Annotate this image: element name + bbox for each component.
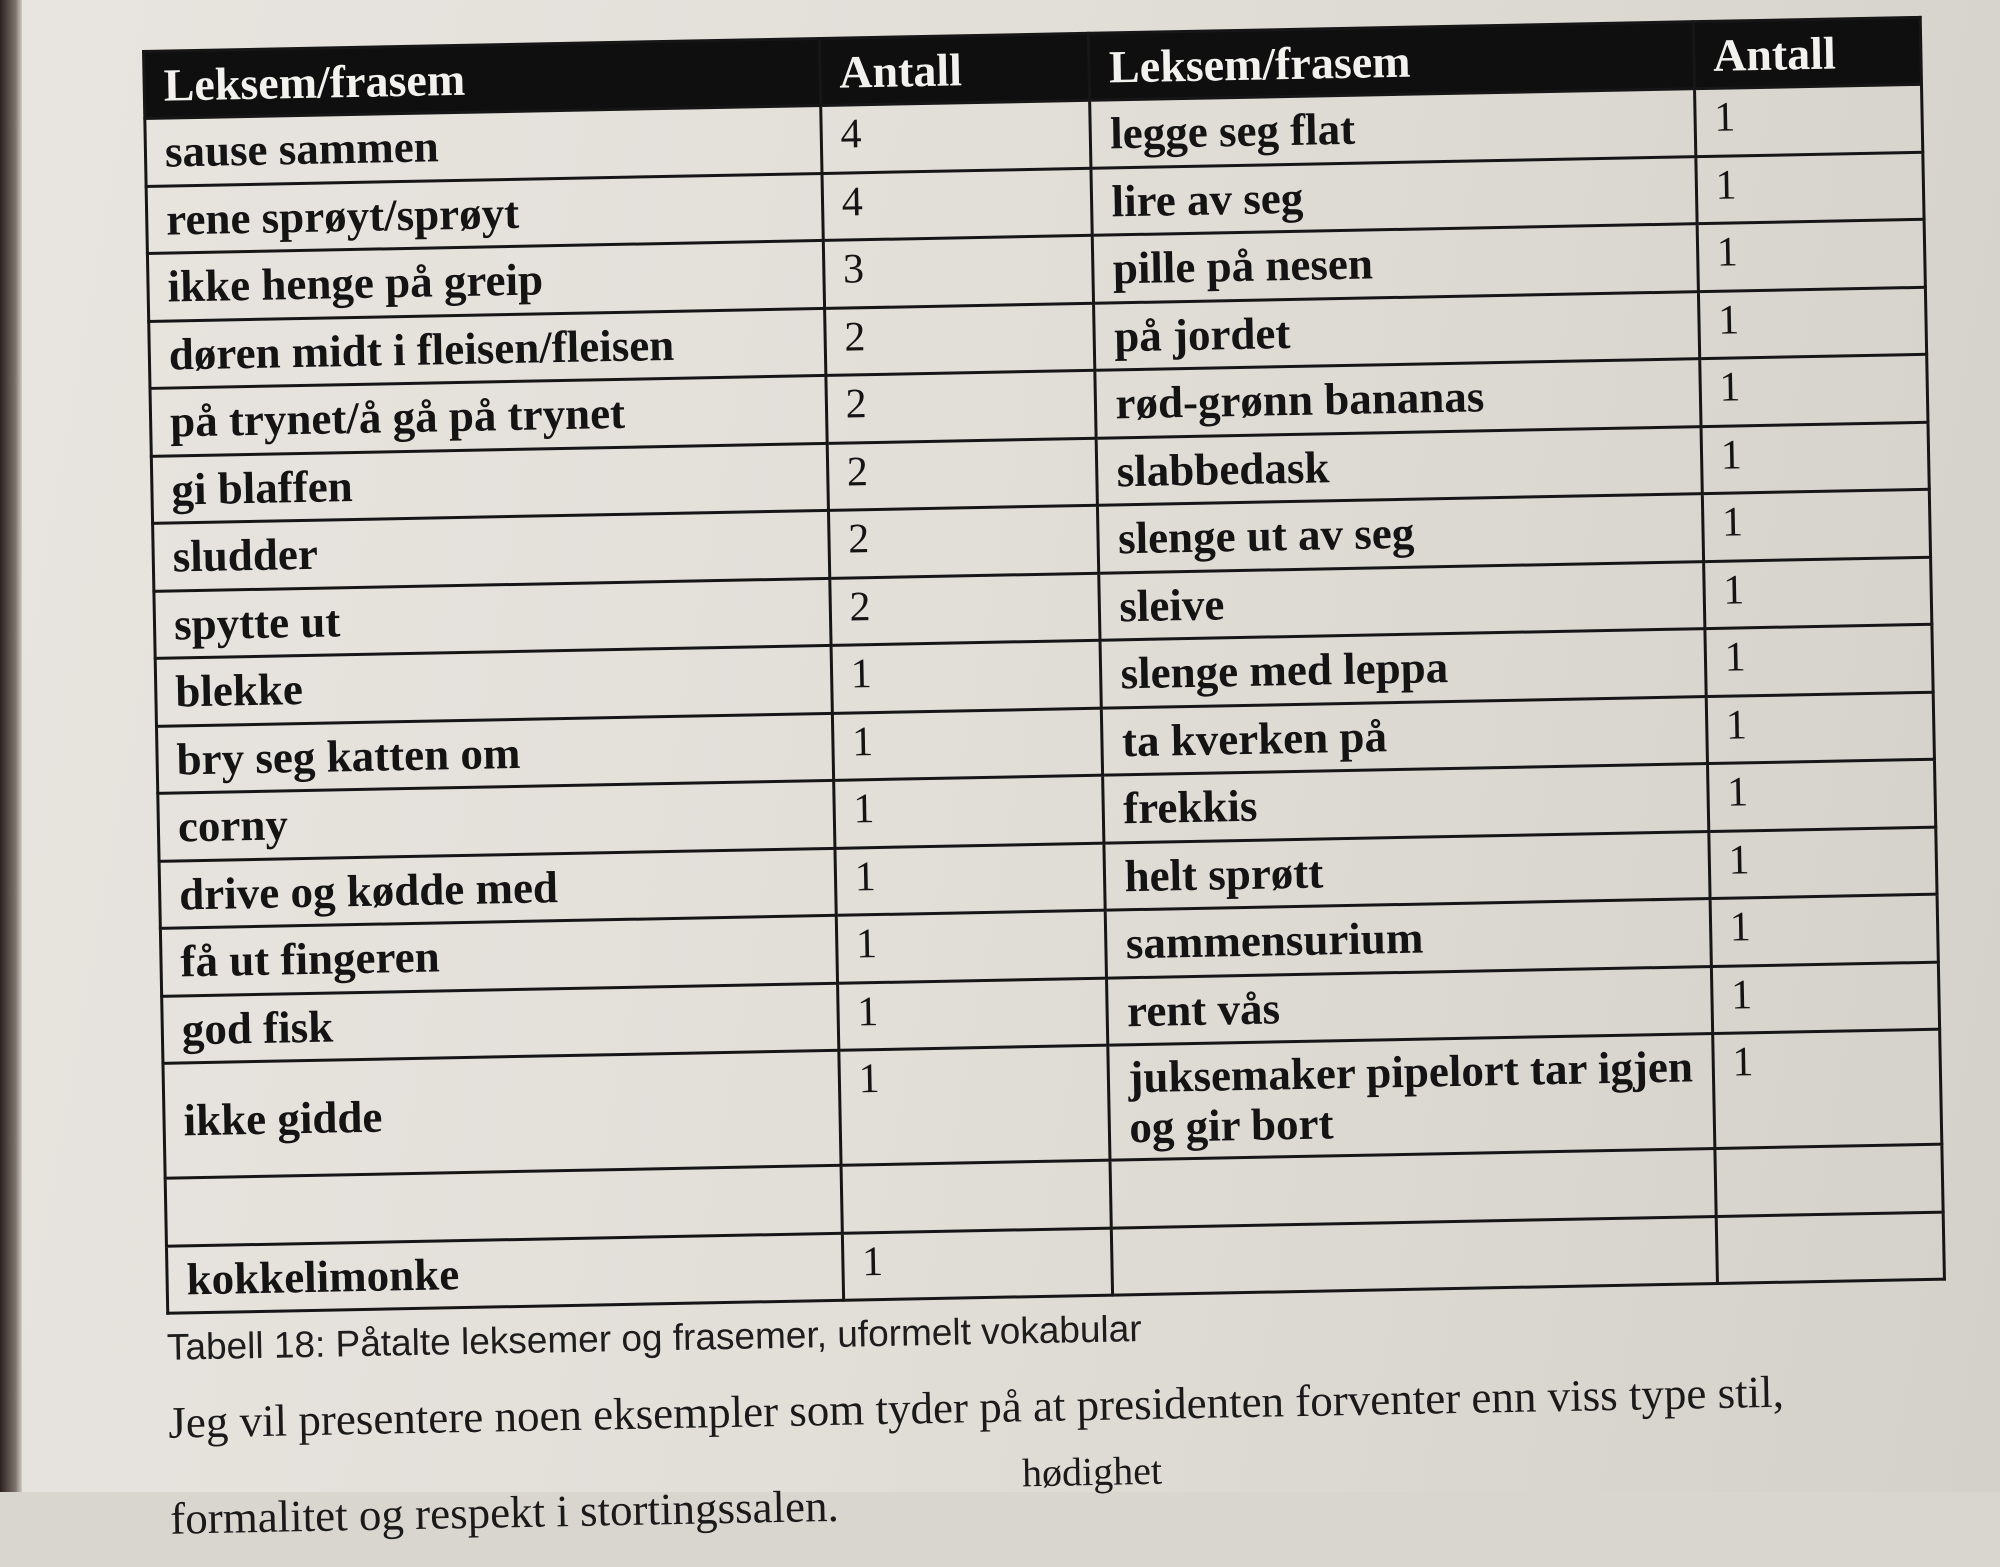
count-cell-left: 2	[829, 573, 1100, 646]
book-spine-shadow	[0, 0, 22, 1492]
lexeme-cell-right: sammensurium	[1106, 899, 1711, 978]
table-caption: Tabell 18: Påtalte leksemer og frasemer, uformelt vokabular	[166, 1308, 1142, 1368]
table-body	[145, 84, 1945, 1313]
header-lexeme-2: Leksem/frasem	[1089, 22, 1694, 101]
lexeme-cell-right: helt sprøtt	[1104, 831, 1709, 910]
count-cell-right: 1	[1705, 624, 1934, 696]
lexeme-cell-left: ikke gidde	[163, 1050, 841, 1178]
count-cell-right: 1	[1702, 489, 1931, 561]
lexeme-cell-right: pille på nesen	[1093, 224, 1698, 303]
lexeme-cell-left: ikke henge på greip	[147, 240, 824, 320]
lexeme-cell-right	[1110, 1149, 1715, 1228]
lexeme-cell-right: lire av seg	[1091, 156, 1696, 235]
lexeme-cell-left: rene sprøyt/sprøyt	[146, 173, 823, 253]
count-cell-left	[841, 1160, 1112, 1233]
count-cell-right: 1	[1698, 287, 1927, 359]
count-cell-right: 1	[1697, 219, 1926, 291]
lexeme-cell-left: få ut fingeren	[160, 915, 837, 995]
lexeme-cell-right: legge seg flat	[1090, 89, 1695, 168]
lexeme-cell-right: rød-grønn bananas	[1095, 359, 1700, 438]
lexeme-cell-left: sludder	[153, 510, 830, 590]
count-cell-left: 1	[835, 843, 1106, 916]
lexeme-cell-right: juksemaker pipelort tar igjen og gir bort	[1108, 1034, 1714, 1161]
book-page	[22, 0, 2000, 1544]
count-cell-right	[1716, 1212, 1945, 1284]
lexeme-cell-left: døren midt i fleisen/fleisen	[149, 308, 826, 388]
lexeme-cell-left	[165, 1165, 842, 1245]
lexeme-cell-right: slenge ut av seg	[1098, 494, 1703, 573]
header-lexeme-1: Leksem/frasem	[144, 38, 821, 118]
header-count-2: Antall	[1693, 17, 1922, 88]
count-cell-left: 3	[823, 235, 1094, 308]
lexeme-cell-right: slabbedask	[1097, 426, 1702, 505]
lexeme-cell-right: sleive	[1099, 561, 1704, 640]
count-cell-right: 1	[1710, 894, 1939, 966]
lexeme-cell-left: sause sammen	[145, 105, 822, 185]
lexeme-cell-left: god fisk	[162, 983, 839, 1063]
lexeme-cell-right	[1112, 1216, 1717, 1295]
lexeme-cell-right: på jordet	[1094, 291, 1699, 370]
count-cell-right: 1	[1707, 759, 1936, 831]
lexeme-cell-left: blekke	[155, 645, 832, 725]
count-cell-left: 1	[833, 775, 1104, 848]
cutoff-text: hødighet	[1021, 1447, 1163, 1496]
header-count-1: Antall	[819, 33, 1090, 105]
lexeme-cell-right: ta kverken på	[1102, 696, 1707, 775]
count-cell-right: 1	[1711, 962, 1940, 1034]
lexeme-cell-left: kokkelimonke	[166, 1233, 843, 1313]
lexeme-cell-left: bry seg katten om	[156, 713, 833, 793]
count-cell-right: 1	[1694, 84, 1923, 156]
lexeme-table	[142, 16, 1946, 1315]
lexeme-cell-left: gi blaffen	[151, 443, 828, 523]
lexeme-cell-left: spytte ut	[154, 578, 831, 658]
count-cell-right: 1	[1699, 354, 1928, 426]
count-cell-left: 1	[837, 978, 1108, 1051]
count-cell-left: 1	[842, 1228, 1113, 1301]
body-line-2: formalitet og respekt i stortingssalen.	[169, 1480, 840, 1544]
count-cell-left: 2	[826, 370, 1097, 443]
lexeme-cell-right: frekkis	[1103, 764, 1708, 843]
lexeme-cell-left: corny	[158, 780, 835, 860]
body-line-1: Jeg vil presentere noen eksempler som tyder på at presidenten forventer enn viss type stil,	[167, 1366, 1785, 1448]
count-cell-right: 1	[1695, 152, 1924, 224]
count-cell-left: 2	[824, 303, 1095, 376]
count-cell-right: 1	[1706, 692, 1935, 764]
count-cell-left: 1	[831, 640, 1102, 713]
lexeme-cell-right: rent vås	[1107, 966, 1712, 1045]
count-cell-left: 4	[822, 168, 1093, 241]
lexeme-cell-left: drive og kødde med	[159, 848, 836, 928]
count-cell-right: 1	[1703, 557, 1932, 629]
count-cell-right: 1	[1708, 827, 1937, 899]
count-cell-left: 1	[832, 708, 1103, 781]
count-cell-left: 1	[839, 1045, 1111, 1165]
lexeme-cell-left: på trynet/å gå på trynet	[150, 375, 827, 455]
count-cell-left: 4	[820, 100, 1091, 173]
count-cell-right: 1	[1712, 1029, 1942, 1148]
count-cell-left: 2	[828, 505, 1099, 578]
count-cell-right: 1	[1701, 422, 1930, 494]
count-cell-left: 2	[827, 438, 1098, 511]
count-cell-right	[1715, 1144, 1944, 1216]
page-content	[142, 15, 1971, 1566]
lexeme-cell-right: slenge med leppa	[1100, 629, 1705, 708]
count-cell-left: 1	[836, 910, 1107, 983]
